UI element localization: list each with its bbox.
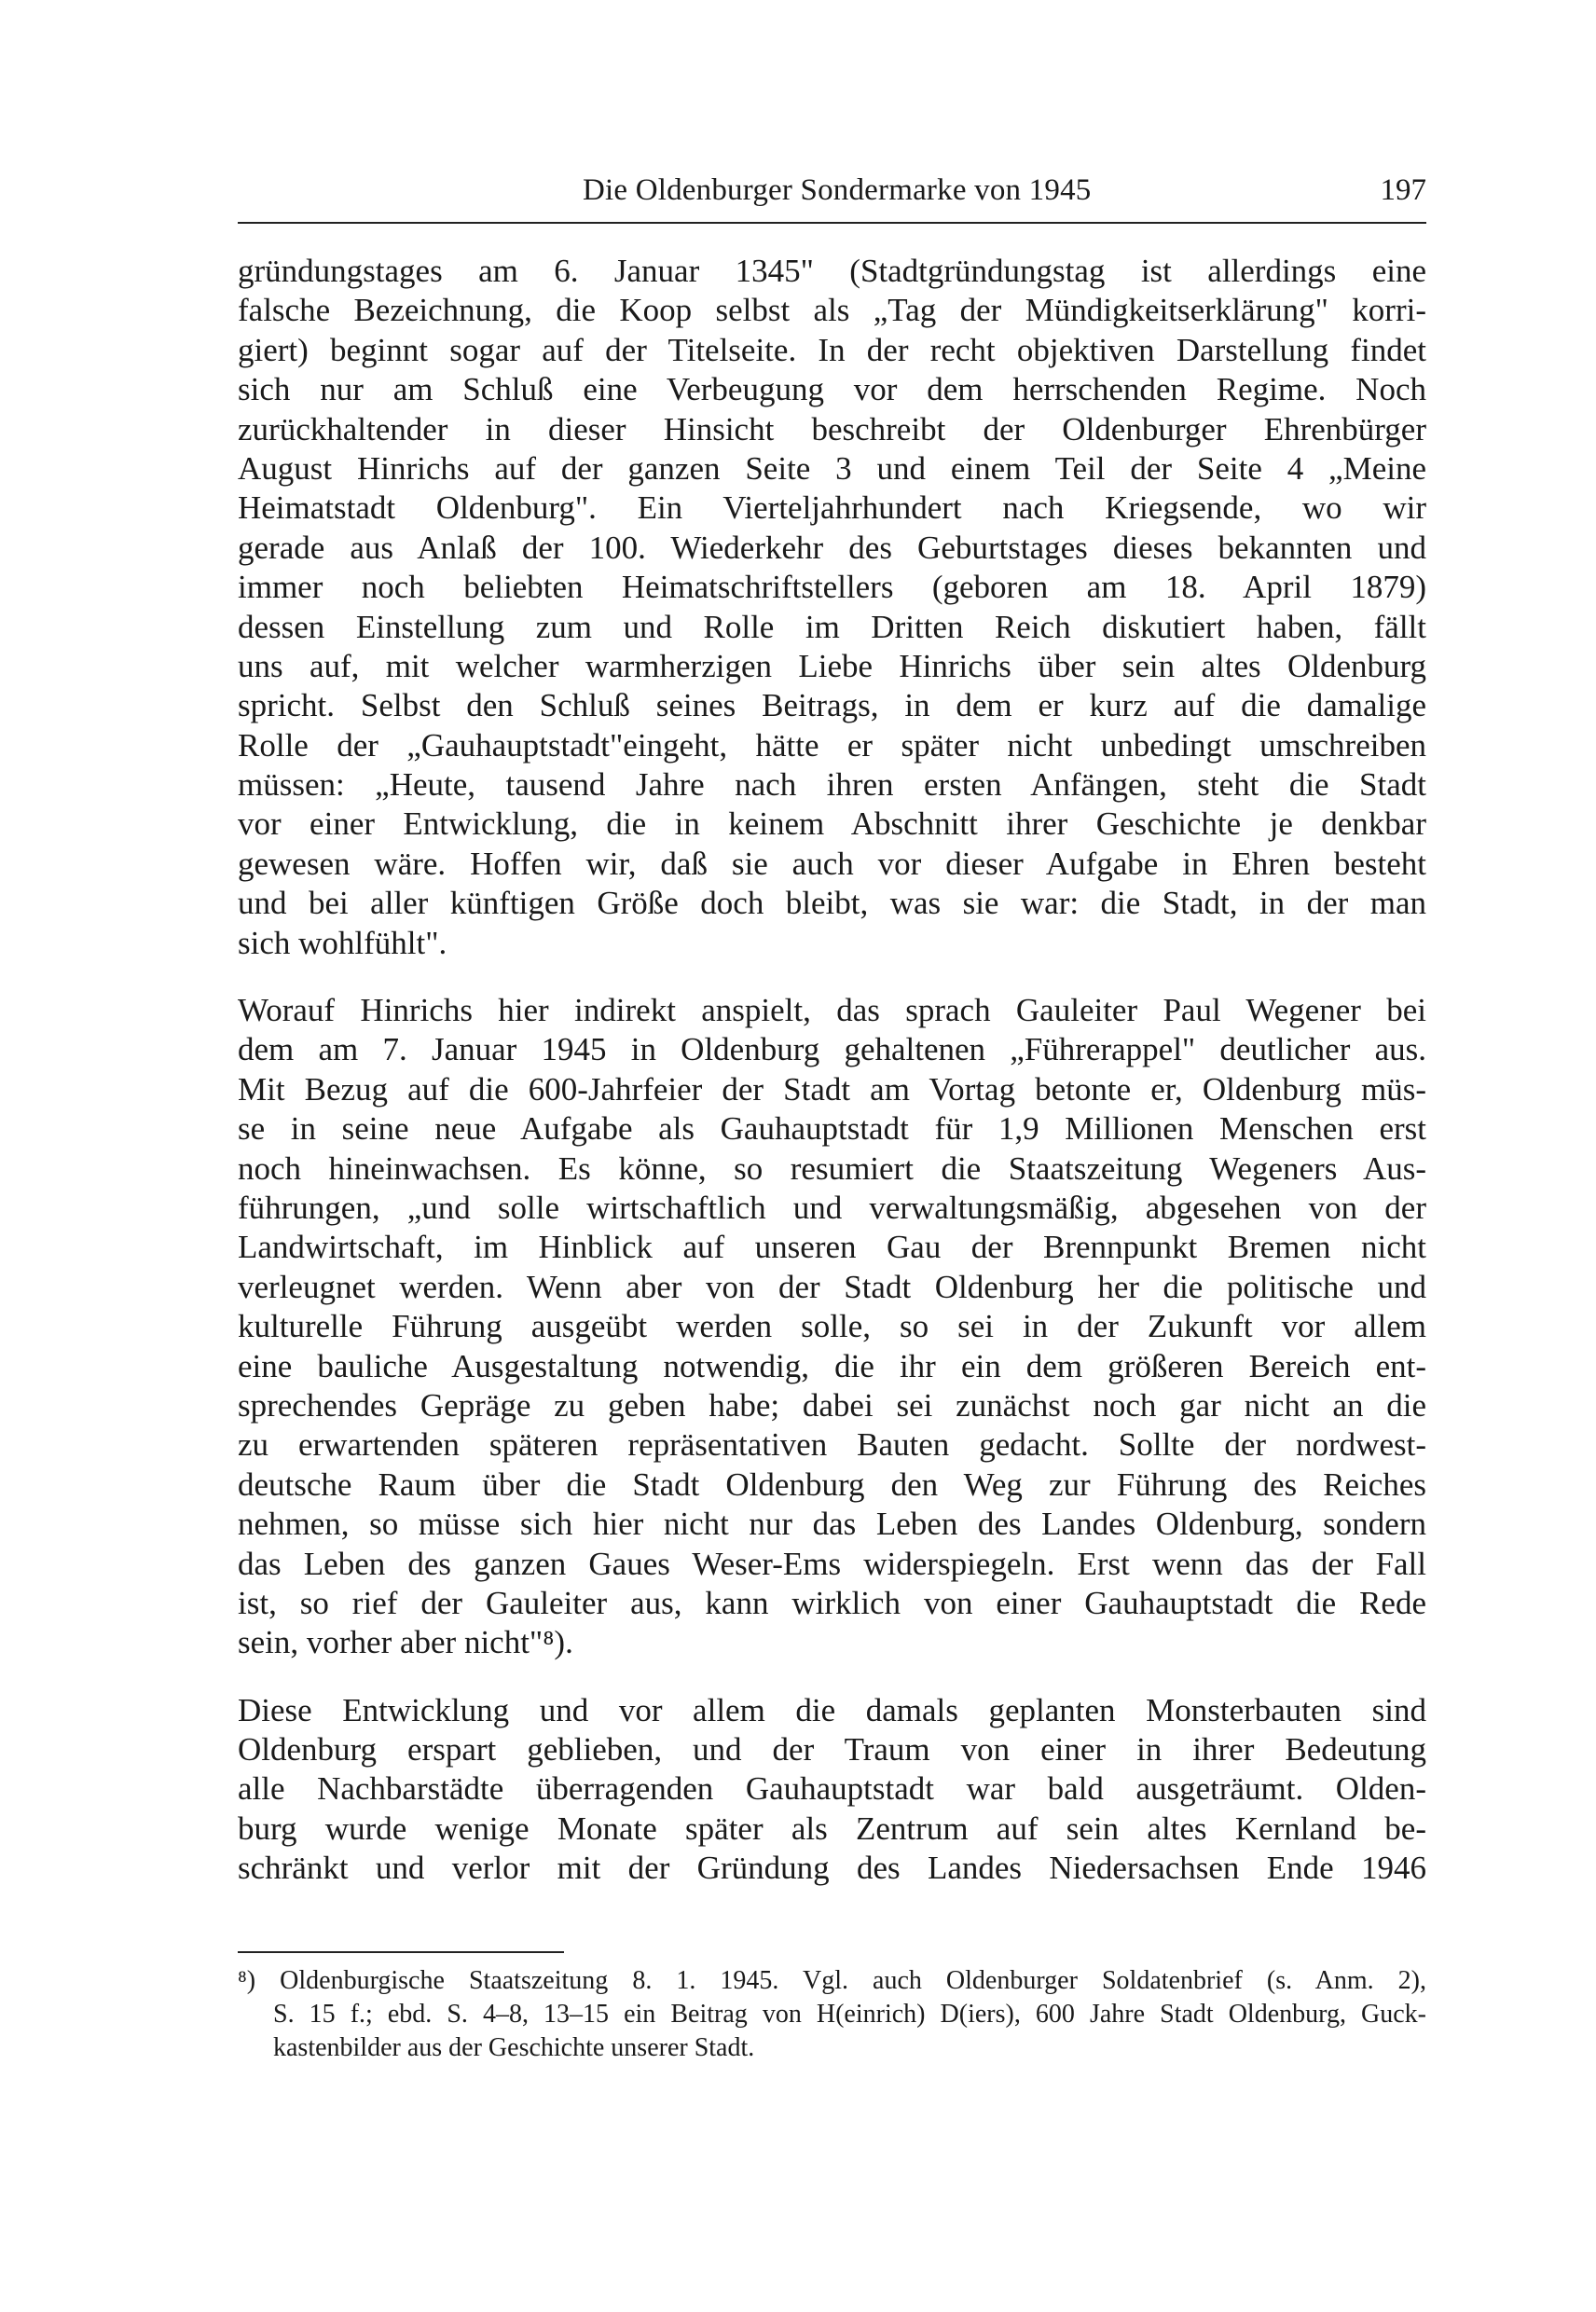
text-line: dessen Einstellung zum und Rolle im Dritten Reich diskutiert haben, fällt <box>238 608 1426 645</box>
paragraph-3 <box>238 1691 1426 1889</box>
text-line: sprechendes Gepräge zu geben habe; dabei sei zunächst noch gar nicht an die <box>238 1386 1426 1424</box>
text-line: Mit Bezug auf die 600-Jahrfeier der Stadt am Vortag betonte er, Oldenburg müs- <box>238 1070 1426 1108</box>
text-line: sein, vorher aber nicht"⁸). <box>238 1624 573 1661</box>
text-line: deutsche Raum über die Stadt Oldenburg den Weg zur Führung des Reiches <box>238 1466 1426 1503</box>
paragraph-gap <box>238 963 1426 991</box>
text-line: noch hineinwachsen. Es könne, so resumiert die Staatszeitung Wegeners Aus- <box>238 1149 1426 1187</box>
text-line: das Leben des ganzen Gaues Weser-Ems widerspiegeln. Erst wenn das der Fall <box>238 1545 1426 1582</box>
text-line: kulturelle Führung ausgeübt werden solle, so sei in der Zukunft vor allem <box>238 1308 1426 1345</box>
running-title: Die Oldenburger Sondermarke von 1945 <box>583 173 1092 207</box>
text-line: alle Nachbarstädte überragenden Gauhauptstadt war bald ausgeträumt. Olden- <box>238 1770 1426 1808</box>
text-line: sich nur am Schluß eine Verbeugung vor dem herrschenden Regime. Noch <box>238 371 1426 408</box>
text-line: zu erwartenden späteren repräsentativen Bauten gedacht. Sollte der nordwest- <box>238 1426 1426 1464</box>
text-line: müssen: „Heute, tausend Jahre nach ihren ersten Anfängen, steht die Stadt <box>238 766 1426 804</box>
footnote-line: S. 15 f.; ebd. S. 4–8, 13–15 ein Beitrag von H(einrich) D(iers), 600 Jahre Stadt Oldenburg, Guck- <box>273 2000 1426 2029</box>
text-line: gründungstages am 6. Januar 1345" (Stadtgründungstag ist allerdings eine <box>238 253 1426 289</box>
text-line: ist, so rief der Gauleiter aus, kann wirklich von einer Gauhauptstadt die Rede <box>238 1584 1426 1621</box>
text-line: giert) beginnt sogar auf der Titelseite. In der recht objektiven Darstellung findet <box>238 331 1426 368</box>
text-line: Worauf Hinrichs hier indirekt anspielt, das sprach Gauleiter Paul Wegener bei <box>238 992 1426 1029</box>
running-head <box>238 168 1426 213</box>
text-line: vor einer Entwicklung, die in keinem Abschnitt ihrer Geschichte je denkbar <box>238 805 1426 843</box>
text-line: uns auf, mit welcher warmherzigen Liebe Hinrichs über sein altes Oldenburg <box>238 647 1426 684</box>
text-line: immer noch beliebten Heimatschriftstellers (geboren am 18. April 1879) <box>238 569 1426 606</box>
footnotes <box>238 1964 1426 2065</box>
paragraph-1 <box>238 252 1426 963</box>
page-number: 197 <box>1380 173 1426 207</box>
text-line: August Hinrichs auf der ganzen Seite 3 und einem Teil der Seite 4 „Meine <box>238 449 1426 487</box>
text-line: Heimatstadt Oldenburg". Ein Vierteljahrhundert nach Kriegsende, wo wir <box>238 489 1426 527</box>
paragraph-gap <box>238 1663 1426 1691</box>
text-line: und bei aller künftigen Größe doch bleibt, was sie war: die Stadt, in der man <box>238 885 1426 922</box>
text-line: sich wohlfühlt". <box>238 924 447 961</box>
text-line: Oldenburg erspart geblieben, und der Traum von einer in ihrer Bedeutung <box>238 1731 1426 1768</box>
footnote-rule <box>238 1951 564 1953</box>
text-line: nehmen, so müsse sich hier nicht nur das Leben des Landes Oldenburg, sondern <box>238 1506 1426 1543</box>
text-line: dem am 7. Januar 1945 in Oldenburg gehaltenen „Führerappel" deutlicher aus. <box>238 1031 1426 1068</box>
text-line: Diese Entwicklung und vor allem die damals geplanten Monsterbauten sind <box>238 1691 1426 1728</box>
text-line: gewesen wäre. Hoffen wir, daß sie auch vor dieser Aufgabe in Ehren besteht <box>238 845 1426 882</box>
footnote-line: kastenbilder aus der Geschichte unserer Stadt. <box>273 2033 755 2062</box>
footnote-line: ⁸) Oldenburgische Staatszeitung 8. 1. 1945. Vgl. auch Oldenburger Soldatenbrief (s. Anm. 2), <box>238 1966 1426 1995</box>
text-line: zurückhaltender in dieser Hinsicht beschreibt der Oldenburger Ehrenbürger <box>238 410 1426 447</box>
text-line: gerade aus Anlaß der 100. Wiederkehr des Geburtstages dieses bekannten und <box>238 529 1426 566</box>
text-line: verleugnet werden. Wenn aber von der Stadt Oldenburg her die politische und <box>238 1268 1426 1305</box>
text-line: Rolle der „Gauhauptstadt"eingeht, hätte er später nicht unbedingt umschreiben <box>238 726 1426 764</box>
body-text <box>238 252 1426 1889</box>
text-line: burg wurde wenige Monate später als Zentrum auf sein altes Kernland be- <box>238 1810 1426 1847</box>
footnote-8 <box>238 1964 1426 2065</box>
text-line: falsche Bezeichnung, die Koop selbst als „Tag der Mündigkeitserklärung" korri- <box>238 292 1426 329</box>
header-rule <box>238 222 1426 224</box>
text-line: Landwirtschaft, im Hinblick auf unseren Gau der Brennpunkt Bremen nicht <box>238 1229 1426 1266</box>
book-page <box>238 0 1426 2312</box>
text-line: eine bauliche Ausgestaltung notwendig, die ihr ein dem größeren Bereich ent- <box>238 1347 1426 1384</box>
text-line: führungen, „und solle wirtschaftlich und verwaltungsmäßig, abgesehen von der <box>238 1189 1426 1226</box>
paragraph-2 <box>238 991 1426 1663</box>
text-line: se in seine neue Aufgabe als Gauhauptstadt für 1,9 Millionen Menschen erst <box>238 1110 1426 1148</box>
text-line: spricht. Selbst den Schluß seines Beitrags, in dem er kurz auf die damalige <box>238 687 1426 724</box>
text-line: schränkt und verlor mit der Gründung des Landes Niedersachsen Ende 1946 <box>238 1850 1426 1887</box>
